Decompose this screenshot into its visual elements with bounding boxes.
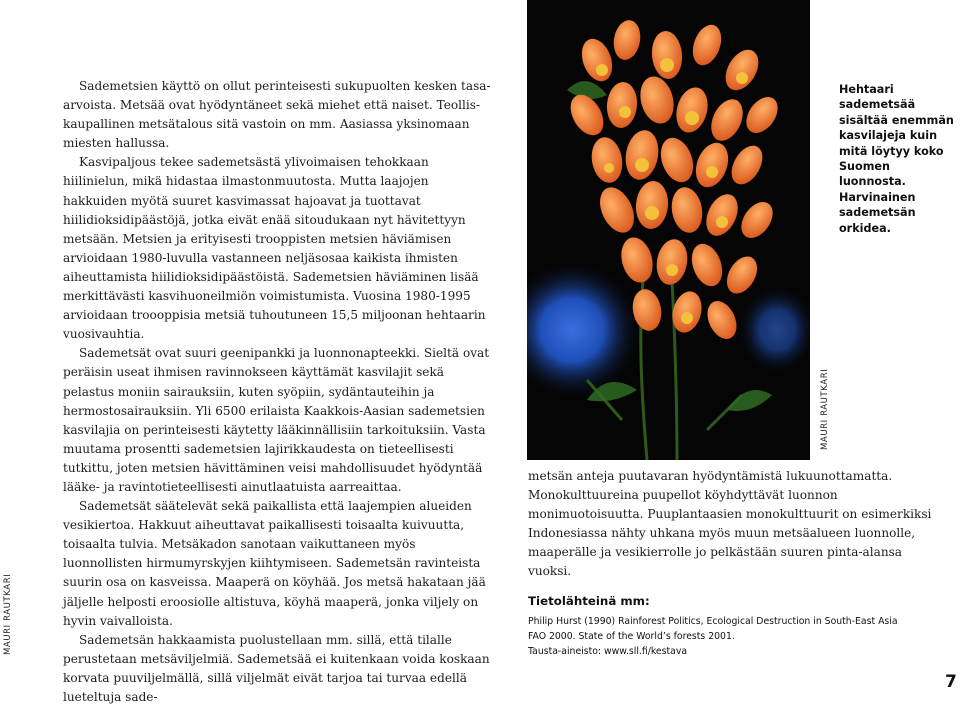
sources-heading: Tietolähteinä mm: — [528, 594, 650, 608]
page-number: 7 — [945, 672, 957, 692]
paragraph: Kasvipaljous tekee sademetsästä ylivoimaisen tehokkaan hiilinielun, mikä hidastaa ilmastonmuutosta. Mutta laajojen hakkuiden myötä suuret kasvimassat hajoavat ja tuottavat hiilidioksidipäästöjä, jotka eivät enää sitoudukaan nyt hävitettyyn metsään. Metsien ja erityisesti trooppisten metsien häviämisen arvioidaan 1980-luvulla vastanneen neljäsosaa kaikista ihmisten aiheuttamista hiilidioksidipäästöistä. Sademetsien häviäminen lisää merkittävästi kasvihuoneilmiön voimistumista. Vuosina 1980-1995 arvioidaan troooppisia metsiä tuhoutuneen 15,5 miljoonan hehtaarin vuosivauhtia. — [63, 155, 486, 342]
paragraph: metsän anteja puutavaran hyödyntämistä lukuunottamatta. Monokulttuureina puupellot köyhdyttävät luonnon monimuotoisuutta. Puuplantaasien monokulttuurit on esimerkiksi Indonesiassa nähty uhkana myös muun metsäalueen luonnolle, maaperälle ja vesikierrolle jo pelkästään suuren pinta-alansa vuoksi. — [528, 469, 932, 579]
paragraph: Sademetsät ovat suuri geenipankki ja luonnonapteekki. Sieltä ovat peräisin useat ihmisen ravinnokseen käyttämät kasvilajit sekä pelastus moniin sairauksiin, kuten syöpiin, sydäntauteihin ja hermostosairauksiin. Yli 6500 erilaista Kaakkois-Aasian sademetsien kasvilajia on perinteisesti käytetty lääkinnällisiin tarkoituksiin. Vasta muutama prosentti sademetsien lajirikkaudesta on tieteellisesti tutkittu, joten metsien hävittäminen veisi mahdollisuudet hyödyntää lääke- ja ravintotieteellisesti ainutlaatuista aarreaittaa. — [63, 346, 490, 494]
orchid-illustration — [527, 0, 810, 460]
photo-caption: Hehtaari sademetsää sisältää enemmän kasvilajeja kuin mitä löytyy koko Suomen luonnosta. Harvinainen sademetsän orkidea. — [839, 83, 954, 235]
paragraph: Sademetsät säätelevät sekä paikallista että laajempien alueiden vesikiertoa. Hakkuut aiheuttavat paikallisesti toisaalta kuivuutta, toisaalta tulvia. Metsäkadon sanotaan vaikuttaneen myös luonnollisten hirmumyrskyjen kiihtymiseen. Sademetsän ravinteista suurin osa on kasveissa. Maaperä on köyhää. Jos metsä hakataan jää jäljelle helposti eroosiolle altistuva, köyhä maaperä, jonka viljely on hyvin vaivalloista. — [63, 499, 486, 628]
paragraph: Sademetsän hakkaamista puolustellaan mm. sillä, että tilalle perustetaan metsäviljelmiä. Sademetsää ei kuitenkaan voida koskaan korvata puuviljelmällä, sillä viljelmät eivät tarjoa tai turvaa edellä lueteltuja sade- — [63, 632, 490, 704]
source-item: Philip Hurst (1990) Rainforest Politics, Ecological Destruction in South-East Asia — [528, 616, 898, 627]
orchid-photo — [527, 0, 810, 460]
source-item: FAO 2000. State of the World’s forests 2001. — [528, 631, 735, 643]
sources-box — [528, 594, 928, 660]
page-credit: MAURI RAUTKARI — [3, 573, 13, 655]
right-text-column — [528, 467, 948, 582]
paragraph: Sademetsien käyttö on ollut perinteisesti sukupuolten kesken tasa-arvoista. Metsää ovat hyödyntäneet sekä miehet että naiset. Teollis-kaupallinen metsätalous sitä vastoin on mm. Aasiassa yksinomaan miesten hallussa. — [63, 79, 491, 151]
photo-credit: MAURI RAUTKARI — [820, 368, 830, 450]
source-item: Tausta-aineisto: www.sll.fi/kestava — [528, 646, 688, 658]
main-text-column — [63, 77, 495, 707]
